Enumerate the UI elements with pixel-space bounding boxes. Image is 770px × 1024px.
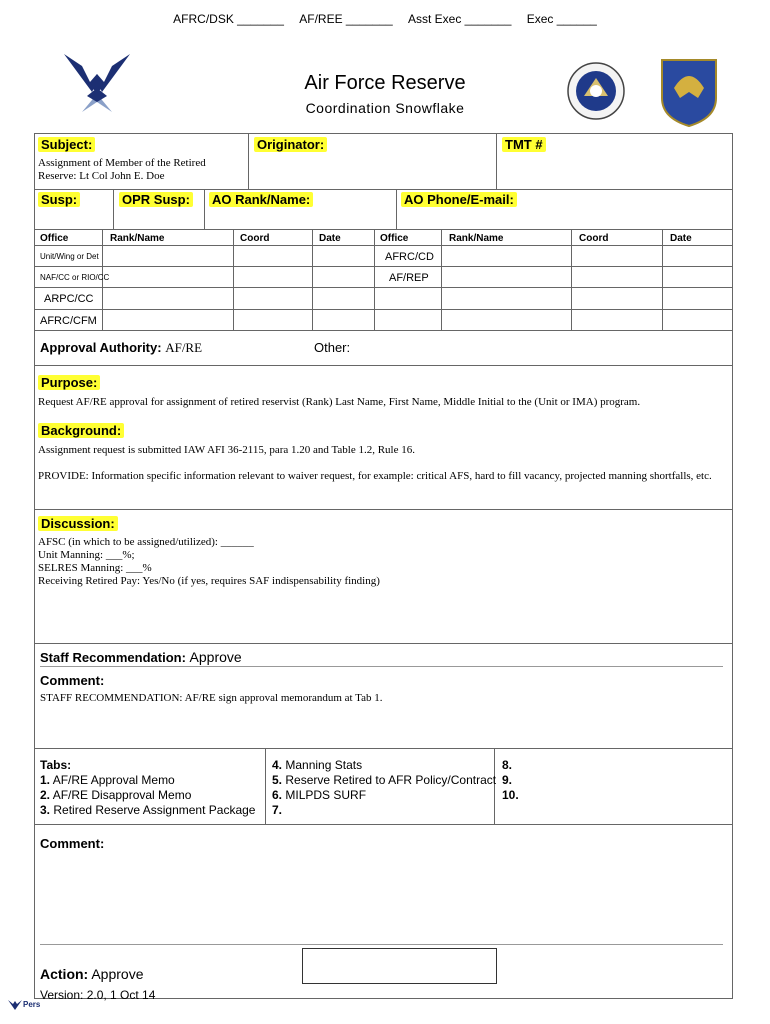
discussion-body[interactable] [38, 536, 380, 588]
mypers-logo-icon: Pers [8, 998, 44, 1016]
tabs-col3 [502, 758, 519, 803]
final-comment-label: Comment: [40, 836, 105, 851]
approval-label: Approval Authority: [40, 340, 162, 355]
discussion-retired-pay: Receiving Retired Pay: Yes/No (if yes, requires SAF indispensability finding) [38, 575, 380, 587]
office-naf-cc: NAF/CC or RIO/CC [40, 273, 110, 282]
discussion-selres-manning: SELRES Manning: ___% [38, 562, 152, 574]
divider [248, 134, 249, 189]
office-unit-wing: Unit/Wing or Det [40, 252, 99, 261]
page-title: Air Force Reserve [304, 72, 466, 94]
action-value[interactable]: Approve [91, 966, 144, 982]
purpose-text[interactable]: Request AF/RE approval for assignment of retired reservist (Rank) Last Name, First Name, Middle Initial to the (Unit or IMA) program. [38, 396, 641, 408]
divider [34, 189, 732, 190]
divider [204, 189, 205, 229]
tab-item-7[interactable]: 7. [272, 803, 283, 817]
tab-item-8[interactable]: 8. [502, 758, 513, 772]
tab-item-10[interactable]: 10. [502, 788, 519, 802]
tab-item-2[interactable]: 2. AF/RE Disapproval Memo [40, 788, 192, 802]
routing-afrc-dsk: AFRC/DSK _______ [173, 12, 284, 26]
col-header-office-2: Office [380, 233, 409, 244]
col-header-rank-name: Rank/Name [110, 233, 165, 244]
staff-comment-label: Comment: [40, 673, 105, 688]
discussion-afsc: AFSC (in which to be assigned/utilized): ______ [38, 536, 254, 548]
discussion-unit-manning: Unit Manning: ___%; [38, 549, 135, 561]
ao-phone-label: AO Phone/E-mail: [401, 192, 517, 207]
subject-label: Subject: [38, 137, 95, 152]
tab-item-5[interactable]: 5. Reserve Retired to AFR Policy/Contract [272, 773, 497, 787]
purpose-label: Purpose: [38, 375, 100, 390]
col-header-coord-2: Coord [579, 233, 609, 244]
office-afrc-cd: AFRC/CD [385, 251, 434, 263]
tab-item-1[interactable]: 1. AF/RE Approval Memo [40, 773, 175, 787]
action-label: Action: [40, 966, 89, 982]
tab-item-3[interactable]: 3. Retired Reserve Assignment Package [40, 803, 256, 817]
opr-susp-label: OPR Susp: [119, 192, 193, 207]
routing-asst-exec: Asst Exec _______ [408, 12, 512, 26]
staff-rec-label: Staff Recommendation: [40, 650, 186, 665]
col-header-office: Office [40, 233, 69, 244]
version-text: Version: 2.0, 1 Oct 14 [40, 988, 156, 1002]
approval-value[interactable]: AF/RE [165, 340, 203, 355]
signature-box[interactable] [302, 948, 497, 984]
staff-comment-text[interactable]: STAFF RECOMMENDATION: AF/RE sign approval memorandum at Tab 1. [40, 692, 383, 704]
divider [496, 134, 497, 189]
susp-label: Susp: [38, 192, 80, 207]
col-header-coord: Coord [240, 233, 270, 244]
office-afrc-cfm: AFRC/CFM [40, 315, 97, 327]
col-header-date-2: Date [670, 233, 692, 244]
routing-af-ree: AF/REE _______ [299, 12, 393, 26]
subject-value[interactable]: Assignment of Member of the Retired Reserve: Lt Col John E. Doe [38, 157, 206, 182]
col-header-rank-name-2: Rank/Name [449, 233, 504, 244]
tab-item-9[interactable]: 9. [502, 773, 513, 787]
background-line2[interactable]: PROVIDE: Information specific information relevant to waiver request, for example: critical AFS, hard to fill vacancy, projected manning shortfalls, etc. [38, 470, 712, 482]
background-line1[interactable]: Assignment request is submitted IAW AFI 36-2115, para 1.20 and Table 1.2, Rule 16. [38, 444, 415, 456]
tab-item-4[interactable]: 4. Manning Stats [272, 758, 363, 772]
tabs-col2 [272, 758, 496, 818]
divider [396, 189, 397, 229]
office-arpc-cc: ARPC/CC [44, 293, 94, 305]
tabs-col1 [40, 758, 255, 818]
office-af-rep: AF/REP [389, 272, 429, 284]
originator-label: Originator: [254, 137, 327, 152]
col-header-date: Date [319, 233, 341, 244]
routing-line [0, 12, 770, 26]
tmt-label: TMT # [502, 137, 546, 152]
background-label: Background: [38, 423, 124, 438]
routing-exec: Exec ______ [526, 12, 597, 26]
other-label: Other: [314, 340, 351, 355]
tab-item-6[interactable]: 6. MILPDS SURF [272, 788, 367, 802]
staff-rec-value[interactable]: Approve [189, 649, 242, 665]
discussion-label: Discussion: [38, 516, 118, 531]
divider [113, 189, 114, 229]
tabs-label: Tabs: [40, 758, 72, 772]
ao-rank-label: AO Rank/Name: [209, 192, 313, 207]
page-subtitle: Coordination Snowflake [305, 100, 465, 116]
